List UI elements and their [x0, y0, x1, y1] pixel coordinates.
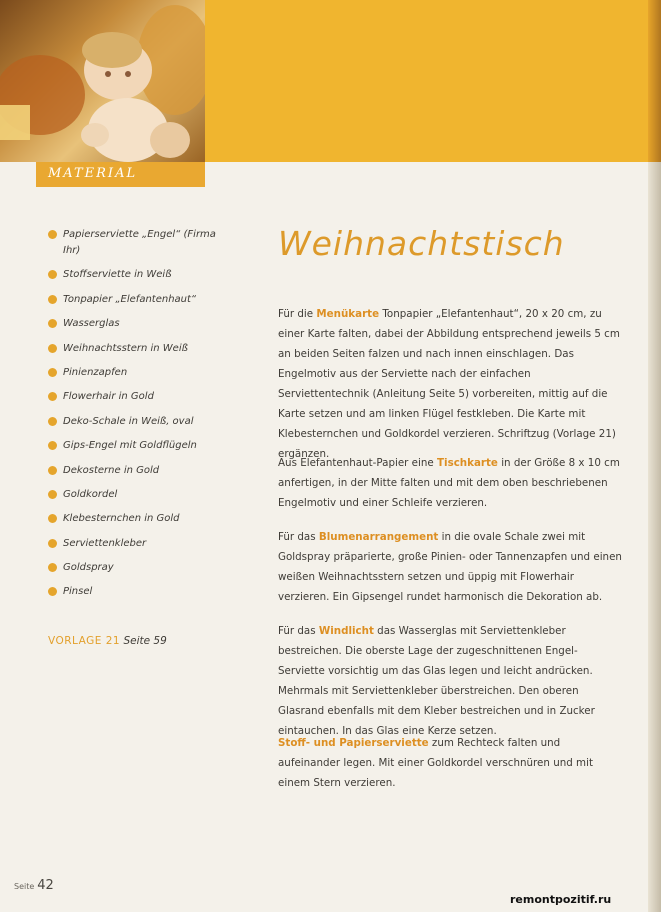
page-edge-top [648, 0, 661, 162]
materials-list [48, 227, 223, 609]
list-item: Stoffserviette in Weiß [48, 267, 223, 283]
list-item: Dekosterne in Gold [48, 463, 223, 479]
bullet-icon [48, 270, 57, 279]
bullet-icon [48, 417, 57, 426]
vorlage-label: VORLAGE 21 [48, 635, 121, 647]
bullet-icon [48, 230, 57, 239]
angel-photo [0, 0, 205, 162]
page-footer [14, 878, 54, 893]
vorlage-reference [48, 635, 167, 647]
angel-figurine-image [0, 0, 205, 162]
page-title: Weihnachtstisch [278, 224, 565, 263]
bullet-icon [48, 466, 57, 475]
bullet-icon [48, 368, 57, 377]
bullet-icon [48, 344, 57, 353]
list-item: Goldkordel [48, 487, 223, 503]
paragraph-blumenarrangement: Für das Blumenarrangement in die ovale Schale zwei mit Goldspray präparierte, große Pinien- oder Tannenzapfen und einen weißen Weihnachtsstern setzen und üppig mit Flowerhair verzieren. Ein Gipsengel rundet harmonisch die Dekoration ab. [278, 531, 622, 603]
bullet-icon [48, 539, 57, 548]
bullet-icon [48, 392, 57, 401]
list-item: Gips-Engel mit Goldflügeln [48, 438, 223, 454]
bullet-icon [48, 563, 57, 572]
material-heading: MATERIAL [48, 166, 138, 181]
bullet-icon [48, 490, 57, 499]
list-item: Serviettenkleber [48, 536, 223, 552]
paragraph-menukarte: Für die Menükarte Tonpapier „Elefantenhaut“, 20 x 20 cm, zu einer Karte falten, dabei der Abbildung entsprechend jeweils 5 cm an beiden Seiten falzen und nach innen einschlagen. Das Engelmotiv aus der Serviette nach der einfachen Serviettentechnik (Anleitung Seite 5) vorbereiten, mittig auf die Karte setzen und am linken Flügel festkleben. Die Karte mit Klebesternchen und Goldkordel verzieren. Schriftzug (Vorlage 21) ergänzen. [278, 308, 620, 460]
list-item: Flowerhair in Gold [48, 389, 223, 405]
list-item: Klebesternchen in Gold [48, 511, 223, 527]
list-item: Pinsel [48, 584, 223, 600]
list-item: Papierserviette „Engel“ (Firma Ihr) [48, 227, 223, 259]
seite-label: Seite [14, 882, 35, 891]
list-item: Weihnachtsstern in Weiß [48, 341, 223, 357]
bullet-icon [48, 587, 57, 596]
paragraph-tischkarte: Aus Elefantenhaut-Papier eine Tischkarte in der Größe 8 x 10 cm anfertigen, in der Mitte falten und mit dem oben beschriebenen Engelmotiv und einer Schleife verzieren. [278, 457, 620, 509]
list-item: Goldspray [48, 560, 223, 576]
list-item: Wasserglas [48, 316, 223, 332]
vorlage-page: Seite 59 [123, 635, 167, 647]
list-item: Tonpapier „Elefantenhaut“ [48, 292, 223, 308]
bullet-icon [48, 295, 57, 304]
paragraph-windlicht: Für das Windlicht das Wasserglas mit Serviettenkleber bestreichen. Die oberste Lage der zugeschnittenen Engel-Serviette vorsichtig um das Glas legen und leicht andrücken. Mehrmals mit Serviettenkleber überstreichen. Den oberen Glasrand ebenfalls mit dem Kleber bestreichen und in Zucker eintauchen. In das Glas eine Kerze setzen. [278, 625, 595, 737]
list-item: Deko-Schale in Weiß, oval [48, 414, 223, 430]
bullet-icon [48, 441, 57, 450]
bullet-icon [48, 514, 57, 523]
paragraph-servietten: Stoff- und Papierserviette zum Rechteck falten und aufeinander legen. Mit einer Goldkordel verschnüren und mit einem Stern verzieren. [278, 737, 593, 789]
watermark: remontpozitif.ru [510, 893, 612, 906]
page-number: 42 [37, 878, 54, 893]
list-item: Pinienzapfen [48, 365, 223, 381]
header-band [205, 0, 661, 162]
bullet-icon [48, 319, 57, 328]
